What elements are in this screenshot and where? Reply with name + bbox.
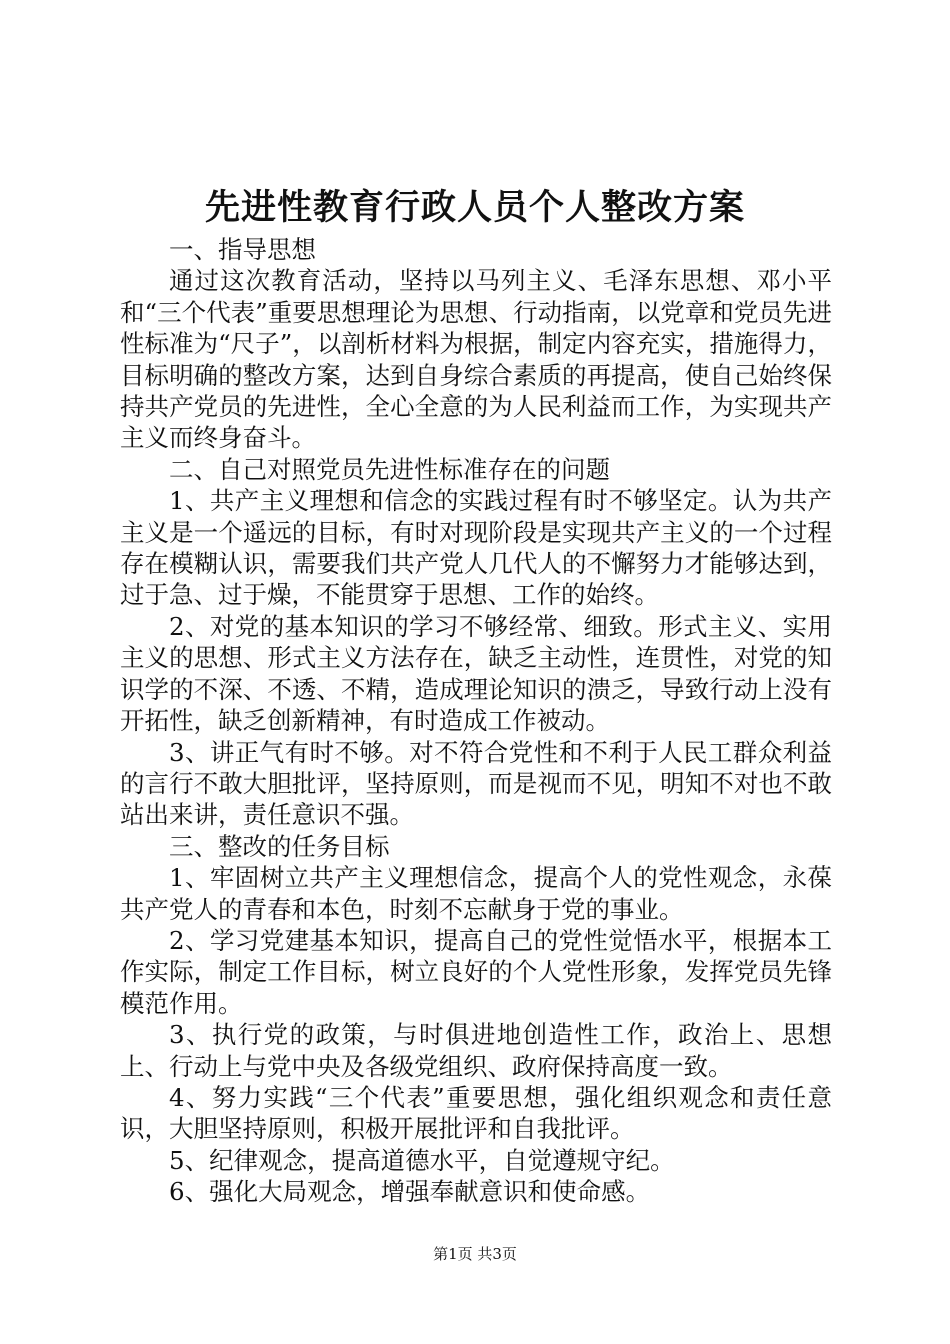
section-heading: 三、整改的任务目标	[169, 831, 390, 861]
document-body	[120, 234, 832, 1208]
paragraph: 3、讲正气有时不够。对不符合党性和不利于人民工群众利益的言行不敢大胆批评，坚持原则，而是视而不见，明知不对也不敢站出来讲，责任意识不强。	[120, 737, 832, 830]
paragraph: 1、共产主义理想和信念的实践过程有时不够坚定。认为共产主义是一个遥远的目标，有时对现阶段是实现共产主义的一个过程存在模糊认识，需要我们共产党人几代人的不懈努力才能够达到，过于急、过于燥，不能贯穿于思想、工作的始终。	[120, 486, 832, 610]
paragraph: 2、学习党建基本知识，提高自己的党性觉悟水平，根据本工作实际，制定工作目标，树立良好的个人党性形象，发挥党员先锋模范作用。	[120, 925, 832, 1018]
section-heading: 一、指导思想	[169, 235, 316, 264]
section-heading: 二、自己对照党员先进性标准存在的问题	[169, 454, 610, 484]
document-title: 先进性教育行政人员个人整改方案	[204, 187, 745, 228]
paragraph: 6、强化大局观念，增强奉献意识和使命感。	[169, 1177, 651, 1207]
paragraph: 1、牢固树立共产主义理想信念，提高个人的党性观念，永葆共产党人的青春和本色，时刻不忘献身于党的事业。	[120, 863, 832, 924]
paragraph: 2、对党的基本知识的学习不够经常、细致。形式主义、实用主义的思想、形式主义方法存在，缺乏主动性，连贯性，对党的知识学的不深、不透、不精，造成理论知识的溃乏，导致行动上没有开拓性，缺乏创新精神，有时造成工作被动。	[120, 611, 832, 736]
paragraph: 4、努力实践“三个代表”重要思想，强化组织观念和责任意识，大胆坚持原则，积极开展批评和自我批评。	[120, 1082, 832, 1144]
paragraph: 5、纪律观念，提高道德水平，自觉遵规守纪。	[169, 1145, 675, 1175]
page-number-footer: 第1页 共3页	[433, 1245, 517, 1263]
paragraph: 通过这次教育活动，坚持以马列主义、毛泽东思想、邓小平和“三个代表”重要思想理论为思想、行动指南，以党章和党员先进性标准为“尺子”，以剖析材料为根据，制定内容充实，措施得力，目标明确的整改方案，达到自身综合素质的再提高，使自己始终保持共产党员的先进性，全心全意的为人民利益而工作，为实现共产主义而终身奋斗。	[120, 266, 832, 453]
paragraph: 3、执行党的政策，与时俱进地创造性工作，政治上、思想上、行动上与党中央及各级党组织、政府保持高度一致。	[120, 1020, 832, 1081]
